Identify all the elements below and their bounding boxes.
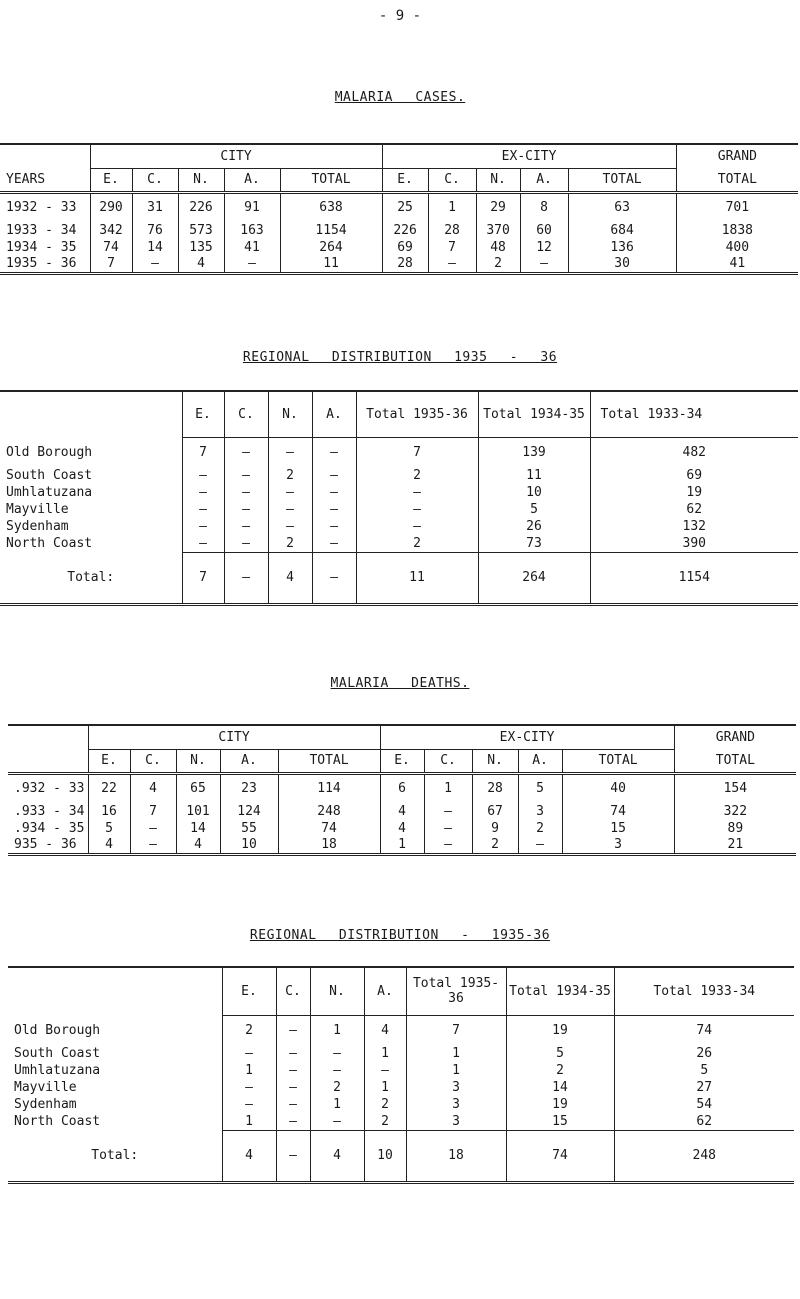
region-name: Old Borough xyxy=(14,1022,101,1038)
col-c: C. xyxy=(132,168,178,192)
value-cell: 163 xyxy=(224,222,280,239)
value-cell: 400 xyxy=(676,239,798,256)
value-cell: – xyxy=(424,837,472,854)
value-cell: 2 xyxy=(364,1096,406,1113)
value-cell: 28 xyxy=(472,773,518,803)
value-cell: 5 xyxy=(88,820,130,837)
value-cell: – xyxy=(182,518,224,535)
table-row xyxy=(8,1113,794,1130)
value-cell: – xyxy=(312,484,356,501)
table-row xyxy=(8,1079,794,1096)
value-cell: 4 xyxy=(380,803,424,820)
col-c: C. xyxy=(130,749,176,773)
region-name: South Coast xyxy=(14,1046,101,1061)
value-cell: 2 xyxy=(472,837,518,854)
value-cell: 1 xyxy=(380,837,424,854)
total-value: 248 xyxy=(614,1130,794,1182)
value-cell: 136 xyxy=(568,239,676,256)
value-cell: – xyxy=(182,501,224,518)
value-cell: 7 xyxy=(428,239,476,256)
col-e: E. xyxy=(88,749,130,773)
col-e: E. xyxy=(90,168,132,192)
col-c: C. xyxy=(224,391,268,437)
deaths-grand-total-header: TOTAL xyxy=(674,749,796,773)
value-cell: – xyxy=(268,484,312,501)
value-cell: 14 xyxy=(176,820,220,837)
value-cell: – xyxy=(268,437,312,467)
cases-title: MALARIA CASES. xyxy=(334,90,466,105)
value-cell: 248 xyxy=(278,803,380,820)
value-cell: 5 xyxy=(518,773,562,803)
regional-deaths-table xyxy=(8,966,794,1184)
col-a: A. xyxy=(364,967,406,1015)
value-cell: 3 xyxy=(518,803,562,820)
value-cell: 7 xyxy=(356,437,478,467)
value-cell: – xyxy=(182,535,224,552)
value-cell: 28 xyxy=(428,222,476,239)
total-row xyxy=(0,552,798,604)
col-c: C. xyxy=(424,749,472,773)
year-cell: 1934 - 35 xyxy=(6,240,77,255)
value-cell: – xyxy=(310,1062,364,1079)
value-cell: – xyxy=(276,1079,310,1096)
total-value: 10 xyxy=(364,1130,406,1182)
table-row xyxy=(0,192,798,222)
value-cell: – xyxy=(222,1045,276,1062)
region-name: Umhlatuzana xyxy=(14,1063,101,1078)
value-cell: 25 xyxy=(382,192,428,222)
col-c: C. xyxy=(276,967,310,1015)
total-row xyxy=(8,1130,794,1182)
year-cell: 935 - 36 xyxy=(8,837,88,854)
value-cell: 1 xyxy=(310,1096,364,1113)
value-cell: 48 xyxy=(476,239,520,256)
value-cell: – xyxy=(276,1015,310,1045)
value-cell: – xyxy=(276,1045,310,1062)
col-n: N. xyxy=(472,749,518,773)
table-row xyxy=(0,484,798,501)
value-cell: 19 xyxy=(506,1015,614,1045)
col-n: N. xyxy=(310,967,364,1015)
value-cell: 65 xyxy=(176,773,220,803)
value-cell: 10 xyxy=(220,837,278,854)
value-cell: 11 xyxy=(478,467,590,484)
year-cell: 1935 - 36 xyxy=(0,256,90,273)
col-e: E. xyxy=(222,967,276,1015)
value-cell: – xyxy=(222,1096,276,1113)
value-cell: 3 xyxy=(562,837,674,854)
value-cell: 9 xyxy=(472,820,518,837)
total-value: 4 xyxy=(222,1130,276,1182)
year-cell: .933 - 34 xyxy=(14,804,85,819)
value-cell: 41 xyxy=(676,256,798,273)
value-cell: 29 xyxy=(476,192,520,222)
region-name: North Coast xyxy=(6,536,93,551)
region-name: Sydenham xyxy=(6,519,69,534)
table-row xyxy=(0,437,798,467)
region-name: North Coast xyxy=(14,1114,101,1129)
value-cell: – xyxy=(364,1062,406,1079)
col-total: TOTAL xyxy=(278,749,380,773)
value-cell: 124 xyxy=(220,803,278,820)
col-a: A. xyxy=(224,168,280,192)
table-row xyxy=(8,1015,794,1045)
value-cell: 21 xyxy=(674,837,796,854)
value-cell: 101 xyxy=(176,803,220,820)
value-cell: – xyxy=(224,535,268,552)
value-cell: 2 xyxy=(310,1079,364,1096)
value-cell: – xyxy=(276,1062,310,1079)
value-cell: 91 xyxy=(224,192,280,222)
value-cell: 2 xyxy=(506,1062,614,1079)
col-a: A. xyxy=(518,749,562,773)
value-cell: – xyxy=(424,820,472,837)
value-cell: 41 xyxy=(224,239,280,256)
value-cell: 1 xyxy=(428,192,476,222)
cases-excity-header: EX-CITY xyxy=(382,144,676,168)
regional-cases-table xyxy=(0,390,798,606)
table-row xyxy=(0,467,798,484)
table-row xyxy=(8,1096,794,1113)
cases-grand-total-header: TOTAL xyxy=(676,168,798,192)
total-value: – xyxy=(312,552,356,604)
value-cell: – xyxy=(356,484,478,501)
region-name: Mayville xyxy=(6,502,69,517)
value-cell: 1 xyxy=(222,1062,276,1079)
value-cell: – xyxy=(424,803,472,820)
col-total: TOTAL xyxy=(280,168,382,192)
value-cell: – xyxy=(222,1079,276,1096)
value-cell: 2 xyxy=(222,1015,276,1045)
total-value: 1154 xyxy=(590,552,798,604)
value-cell: 28 xyxy=(382,256,428,273)
deaths-grand-header: GRAND xyxy=(674,725,796,749)
value-cell: 30 xyxy=(568,256,676,273)
col-total-1933: Total 1933-34 xyxy=(590,391,798,437)
value-cell: 1 xyxy=(364,1079,406,1096)
deaths-title: MALARIA DEATHS. xyxy=(330,676,470,691)
value-cell: – xyxy=(268,518,312,535)
total-value: – xyxy=(224,552,268,604)
regional-deaths-title: REGIONAL DISTRIBUTION - 1935-36 xyxy=(249,928,551,943)
value-cell: 74 xyxy=(562,803,674,820)
value-cell: 342 xyxy=(90,222,132,239)
value-cell: 1154 xyxy=(280,222,382,239)
col-a: A. xyxy=(220,749,278,773)
value-cell: 23 xyxy=(220,773,278,803)
value-cell: 2 xyxy=(476,256,520,273)
value-cell: 322 xyxy=(674,803,796,820)
value-cell: – xyxy=(312,437,356,467)
value-cell: – xyxy=(356,518,478,535)
value-cell: 114 xyxy=(278,773,380,803)
value-cell: 16 xyxy=(88,803,130,820)
table-row xyxy=(8,837,796,854)
value-cell: 74 xyxy=(90,239,132,256)
total-value: 74 xyxy=(506,1130,614,1182)
region-name: South Coast xyxy=(6,468,93,483)
value-cell: – xyxy=(224,467,268,484)
col-e: E. xyxy=(380,749,424,773)
value-cell: – xyxy=(182,484,224,501)
value-cell: 132 xyxy=(590,518,798,535)
value-cell: 1 xyxy=(222,1113,276,1130)
value-cell: 62 xyxy=(614,1113,794,1130)
table-row xyxy=(0,222,798,239)
value-cell: – xyxy=(428,256,476,273)
value-cell: 89 xyxy=(674,820,796,837)
value-cell: 2 xyxy=(356,467,478,484)
value-cell: 3 xyxy=(406,1079,506,1096)
total-value: 7 xyxy=(182,552,224,604)
value-cell: 14 xyxy=(132,239,178,256)
value-cell: 482 xyxy=(590,437,798,467)
value-cell: 60 xyxy=(520,222,568,239)
deaths-city-header: CITY xyxy=(88,725,380,749)
table-row xyxy=(0,256,798,273)
value-cell: 4 xyxy=(364,1015,406,1045)
value-cell: 2 xyxy=(268,467,312,484)
region-name: Sydenham xyxy=(14,1097,77,1112)
value-cell: 264 xyxy=(280,239,382,256)
value-cell: 2 xyxy=(518,820,562,837)
value-cell: 3 xyxy=(406,1096,506,1113)
cases-grand-header: GRAND xyxy=(676,144,798,168)
value-cell: 73 xyxy=(478,535,590,552)
value-cell: 12 xyxy=(520,239,568,256)
value-cell: 74 xyxy=(614,1015,794,1045)
col-total-1934: Total 1934-35 xyxy=(478,391,590,437)
value-cell: 2 xyxy=(356,535,478,552)
table-row xyxy=(8,1062,794,1079)
col-n: N. xyxy=(178,168,224,192)
value-cell: 4 xyxy=(380,820,424,837)
value-cell: 76 xyxy=(132,222,178,239)
value-cell: 27 xyxy=(614,1079,794,1096)
value-cell: 3 xyxy=(406,1113,506,1130)
total-value: 4 xyxy=(268,552,312,604)
table-row xyxy=(0,535,798,552)
value-cell: – xyxy=(224,501,268,518)
value-cell: – xyxy=(312,467,356,484)
value-cell: – xyxy=(312,535,356,552)
col-total-1935: Total 1935-36 xyxy=(356,391,478,437)
value-cell: 31 xyxy=(132,192,178,222)
value-cell: – xyxy=(310,1113,364,1130)
value-cell: 226 xyxy=(178,192,224,222)
value-cell: 5 xyxy=(478,501,590,518)
value-cell: 1 xyxy=(424,773,472,803)
value-cell: 4 xyxy=(88,837,130,854)
value-cell: 1 xyxy=(364,1045,406,1062)
value-cell: – xyxy=(224,437,268,467)
region-name: Old Borough xyxy=(6,444,93,460)
value-cell: 63 xyxy=(568,192,676,222)
value-cell: 139 xyxy=(478,437,590,467)
value-cell: 67 xyxy=(472,803,518,820)
value-cell: 4 xyxy=(178,256,224,273)
table-row xyxy=(8,773,796,803)
cases-city-header: CITY xyxy=(90,144,382,168)
value-cell: 62 xyxy=(590,501,798,518)
value-cell: 573 xyxy=(178,222,224,239)
value-cell: 684 xyxy=(568,222,676,239)
value-cell: 370 xyxy=(476,222,520,239)
value-cell: – xyxy=(268,501,312,518)
col-n: N. xyxy=(176,749,220,773)
value-cell: 154 xyxy=(674,773,796,803)
value-cell: 7 xyxy=(406,1015,506,1045)
value-cell: 14 xyxy=(506,1079,614,1096)
value-cell: 19 xyxy=(590,484,798,501)
table-row xyxy=(0,518,798,535)
value-cell: 135 xyxy=(178,239,224,256)
year-cell: .932 - 33 xyxy=(14,781,85,797)
total-value: 264 xyxy=(478,552,590,604)
year-cell: 1932 - 33 xyxy=(6,200,77,216)
value-cell: 2 xyxy=(268,535,312,552)
col-n: N. xyxy=(268,391,312,437)
value-cell: 26 xyxy=(478,518,590,535)
col-c: C. xyxy=(428,168,476,192)
value-cell: – xyxy=(518,837,562,854)
value-cell: 15 xyxy=(562,820,674,837)
value-cell: 55 xyxy=(220,820,278,837)
total-value: – xyxy=(276,1130,310,1182)
value-cell: 54 xyxy=(614,1096,794,1113)
value-cell: 2 xyxy=(364,1113,406,1130)
value-cell: – xyxy=(130,820,176,837)
value-cell: 69 xyxy=(590,467,798,484)
value-cell: 69 xyxy=(382,239,428,256)
value-cell: – xyxy=(312,518,356,535)
value-cell: 390 xyxy=(590,535,798,552)
total-label: Total: xyxy=(0,552,182,604)
col-e: E. xyxy=(382,168,428,192)
value-cell: 10 xyxy=(478,484,590,501)
value-cell: – xyxy=(130,837,176,854)
col-total-1934: Total 1934-35 xyxy=(506,967,614,1015)
value-cell: 5 xyxy=(506,1045,614,1062)
value-cell: 11 xyxy=(280,256,382,273)
year-cell: .934 - 35 xyxy=(14,821,85,836)
table-row xyxy=(8,820,796,837)
year-cell: 1933 - 34 xyxy=(6,223,77,238)
page-number: - 9 - xyxy=(378,8,422,24)
cases-table xyxy=(0,143,798,275)
value-cell: 1838 xyxy=(676,222,798,239)
value-cell: 22 xyxy=(88,773,130,803)
value-cell: – xyxy=(132,256,178,273)
total-label: Total: xyxy=(8,1130,222,1182)
value-cell: 226 xyxy=(382,222,428,239)
value-cell: 638 xyxy=(280,192,382,222)
value-cell: 5 xyxy=(614,1062,794,1079)
table-row xyxy=(8,803,796,820)
value-cell: – xyxy=(224,518,268,535)
value-cell: – xyxy=(312,501,356,518)
value-cell: – xyxy=(224,484,268,501)
col-total: TOTAL xyxy=(568,168,676,192)
deaths-table xyxy=(8,724,796,856)
value-cell: – xyxy=(356,501,478,518)
value-cell: 7 xyxy=(90,256,132,273)
col-e: E. xyxy=(182,391,224,437)
value-cell: – xyxy=(310,1045,364,1062)
value-cell: 1 xyxy=(406,1062,506,1079)
col-a: A. xyxy=(312,391,356,437)
value-cell: – xyxy=(520,256,568,273)
value-cell: 701 xyxy=(676,192,798,222)
col-a: A. xyxy=(520,168,568,192)
value-cell: 1 xyxy=(406,1045,506,1062)
cases-years-header: YEARS xyxy=(0,168,90,192)
value-cell: 74 xyxy=(278,820,380,837)
regional-cases-title: REGIONAL DISTRIBUTION 1935 - 36 xyxy=(242,350,558,365)
col-n: N. xyxy=(476,168,520,192)
table-row xyxy=(0,239,798,256)
value-cell: 4 xyxy=(176,837,220,854)
value-cell: 7 xyxy=(130,803,176,820)
table-row xyxy=(0,501,798,518)
value-cell: 6 xyxy=(380,773,424,803)
value-cell: – xyxy=(182,467,224,484)
col-total-1933: Total 1933-34 xyxy=(614,967,794,1015)
value-cell: 4 xyxy=(130,773,176,803)
value-cell: – xyxy=(276,1113,310,1130)
col-total-1935: Total 1935-36 xyxy=(406,967,506,1015)
value-cell: 19 xyxy=(506,1096,614,1113)
value-cell: 15 xyxy=(506,1113,614,1130)
value-cell: 1 xyxy=(310,1015,364,1045)
value-cell: 40 xyxy=(562,773,674,803)
value-cell: – xyxy=(276,1096,310,1113)
total-value: 18 xyxy=(406,1130,506,1182)
value-cell: 18 xyxy=(278,837,380,854)
value-cell: 290 xyxy=(90,192,132,222)
value-cell: 26 xyxy=(614,1045,794,1062)
region-name: Mayville xyxy=(14,1080,77,1095)
value-cell: 8 xyxy=(520,192,568,222)
col-total: TOTAL xyxy=(562,749,674,773)
value-cell: – xyxy=(224,256,280,273)
region-name: Umhlatuzana xyxy=(6,485,93,500)
table-row xyxy=(8,1045,794,1062)
total-value: 4 xyxy=(310,1130,364,1182)
total-value: 11 xyxy=(356,552,478,604)
value-cell: 7 xyxy=(182,437,224,467)
deaths-excity-header: EX-CITY xyxy=(380,725,674,749)
